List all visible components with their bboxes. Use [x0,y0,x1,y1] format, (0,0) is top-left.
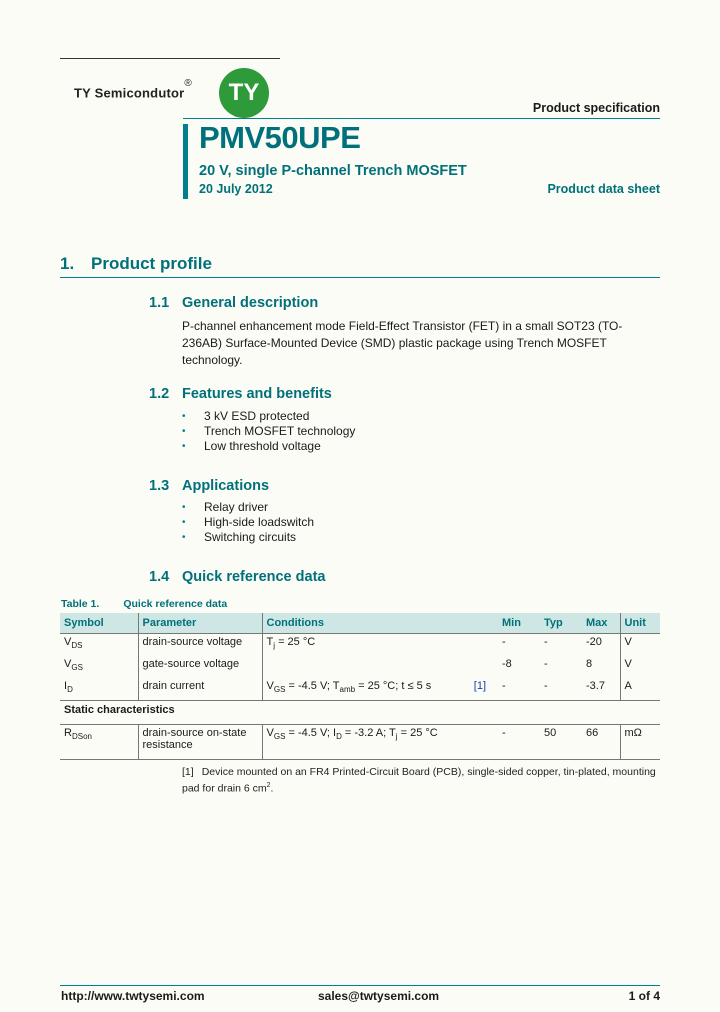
quick-reference-table [60,613,660,760]
spec-label: Product specification [532,101,660,115]
title-accent-bar [183,124,188,199]
footer-rule [60,985,660,986]
subsection-heading: 1.4 Quick reference data [149,569,326,585]
company-logo: TY [219,68,269,118]
conditions-cell [262,656,498,678]
list-item: • Relay driver [182,500,314,515]
table-section-row [60,701,660,725]
list-item: • Low threshold voltage [182,439,355,454]
list-item: • High-side loadswitch [182,515,314,530]
symbol-cell: $I_D$ [60,678,138,701]
footnote-ref[interactable]: [1] [473,680,486,692]
features-list [182,409,355,455]
col-header: Max [582,613,620,634]
section-rule [60,277,660,278]
conditions-cell: $T_j = 25$ °C [262,634,498,657]
page-subtitle: 20 V, single P-channel Trench MOSFET [199,163,467,179]
typ-cell: - [544,658,548,670]
conditions-cell: $V_{GS} = -4.5$ V; $T_{amb} = 25$ °C; t ≤ 5 s [1] [262,678,498,701]
min-cell: - [502,636,506,648]
subsection-heading: 1.2 Features and benefits [149,386,332,402]
unit-cell: mΩ [620,725,660,760]
brand-name: TY Semicondutor® [74,78,192,101]
list-item: • 3 kV ESD protected [182,409,355,424]
static-characteristics-label: Static characteristics [60,701,660,725]
min-cell: - [498,725,540,760]
page-number: 1 of 4 [628,989,660,1003]
header-rule [60,58,280,59]
doc-date: 20 July 2012 [199,182,273,196]
title-rule [183,118,660,119]
max-cell: -3.7 [582,678,620,701]
symbol-cell: $R_{DSon}$ [60,725,138,760]
max-cell: 66 [582,725,620,760]
typ-cell: - [544,636,548,648]
subsection-heading: 1.1 General description [149,295,319,311]
subsection-heading: 1.3 Applications [149,478,270,494]
applications-list [182,500,314,546]
col-header: Min [498,613,540,634]
footer-url[interactable]: http://www.twtysemi.com [61,989,205,1003]
list-item: • Switching circuits [182,530,314,545]
table-row [60,725,660,760]
table-header-row [60,613,660,634]
max-cell: -20 [586,636,602,648]
col-header: Conditions [262,613,498,634]
typ-cell: - [540,678,582,701]
parameter-cell: drain-source on-state resistance [138,725,262,760]
list-item: • Trench MOSFET technology [182,424,355,439]
section-heading: 1. Product profile [60,254,212,273]
parameter-cell: gate-source voltage [138,656,262,678]
typ-cell: 50 [540,725,582,760]
general-description: P-channel enhancement mode Field-Effect Transistor (FET) in a small SOT23 (TO-236AB) Surface-Mounted Device (SMD) plastic package using Trench MOSFET technology. [182,319,623,367]
col-header: Typ [540,613,582,634]
doc-type: Product data sheet [547,182,660,196]
footer-email[interactable]: sales@twtysemi.com [318,989,440,1003]
min-cell: -8 [502,658,512,670]
min-cell: - [498,678,540,701]
col-header: Symbol [60,613,138,634]
unit-cell: A [620,678,660,701]
table-caption: Table 1. Quick reference data [61,598,228,610]
unit-cell: V [620,634,660,657]
table-row [60,634,660,657]
table-row [60,656,660,678]
parameter-cell: drain current [138,678,262,701]
page-title: PMV50UPE [199,120,361,155]
unit-cell: V [620,656,660,678]
col-header: Parameter [138,613,262,634]
table-footnote: [1] Device mounted on an FR4 Printed-Circuit Board (PCB), single-sided copper, tin-plated, mounting pad for drain 6 $cm^2$. [182,766,656,795]
symbol-cell: $V_{DS}$ [64,636,83,651]
table-row [60,678,660,701]
max-cell: 8 [586,658,593,670]
symbol-cell: $V_{GS}$ [64,658,83,673]
conditions-cell: $V_{GS} = -4.5$ V; $I_D = -3.2$ A; $T_j = 25$ °C [262,725,498,760]
parameter-cell: drain-source voltage [138,634,262,657]
col-header: Unit [620,613,660,634]
